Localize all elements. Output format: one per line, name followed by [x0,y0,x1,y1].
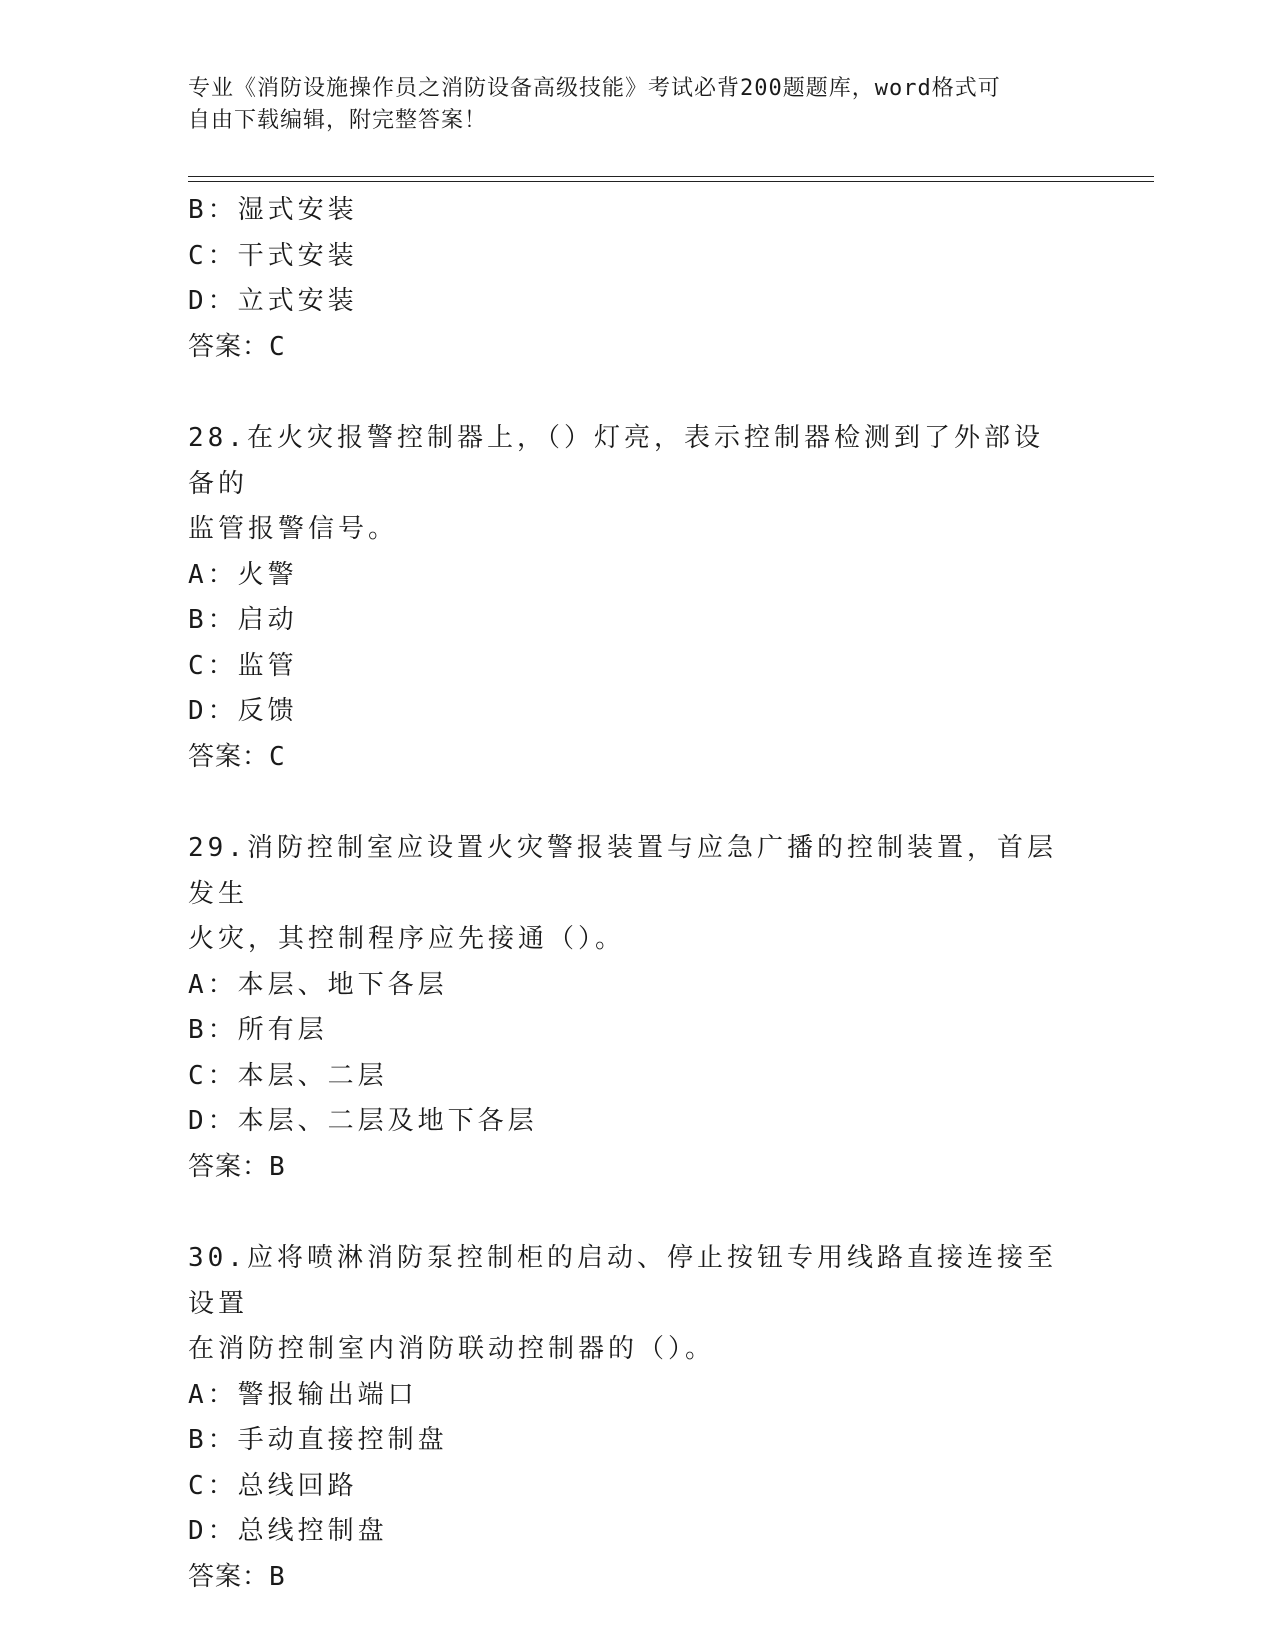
question-30 [188,1236,1088,1600]
answer-line: 答案：C [188,331,286,362]
option-b: B：启动 [188,605,298,635]
header-divider-bottom [188,181,1154,182]
question-text-line-2: 监管报警信号。 [188,514,399,544]
option-d: D：本层、二层及地下各层 [188,1106,538,1136]
option-d: D：反馈 [188,696,298,726]
question-27-tail [188,188,1088,370]
header-line-2: 自由下载编辑，附完整答案！ [188,108,488,133]
option-a: A：本层、地下各层 [188,969,448,1000]
option-a: A：火警 [188,559,298,590]
question-text-line-1: 28.在火灾报警控制器上，（）灯亮，表示控制器检测到了外部设备的 [188,423,1044,499]
option-a: A：警报输出端口 [188,1379,418,1410]
answer-line: 答案：B [188,1151,286,1182]
question-text [188,416,1068,553]
option-b: B：手动直接控制盘 [188,1425,448,1455]
question-29 [188,826,1088,1190]
question-text [188,826,1068,963]
answer-line: 答案：C [188,741,286,772]
question-text-line-2: 火灾，其控制程序应先接通（）。 [188,924,626,954]
option-d: D：总线控制盘 [188,1516,388,1546]
document-header [188,73,1088,137]
option-d: D：立式安装 [188,286,358,316]
option-c: C：监管 [188,650,298,681]
question-text-line-2: 在消防控制室内消防联动控制器的（）。 [188,1334,716,1364]
answer-line: 答案：B [188,1561,286,1592]
question-list [188,188,1088,1600]
option-c: C：总线回路 [188,1470,358,1501]
question-text-line-1: 29.消防控制室应设置火灾警报装置与应急广播的控制装置，首层发生 [188,833,1057,909]
question-text-line-1: 30.应将喷淋消防泵控制柜的启动、停止按钮专用线路直接连接至设置 [188,1243,1057,1319]
option-c: C：本层、二层 [188,1060,388,1091]
option-c: C：干式安装 [188,240,358,271]
option-b: B：湿式安装 [188,195,358,225]
question-28 [188,416,1088,780]
question-text [188,1236,1068,1373]
option-b: B：所有层 [188,1015,328,1045]
header-line-1: 专业《消防设施操作员之消防设备高级技能》考试必背200题题库，word格式可 [188,76,1001,101]
header-divider-top [188,176,1154,177]
